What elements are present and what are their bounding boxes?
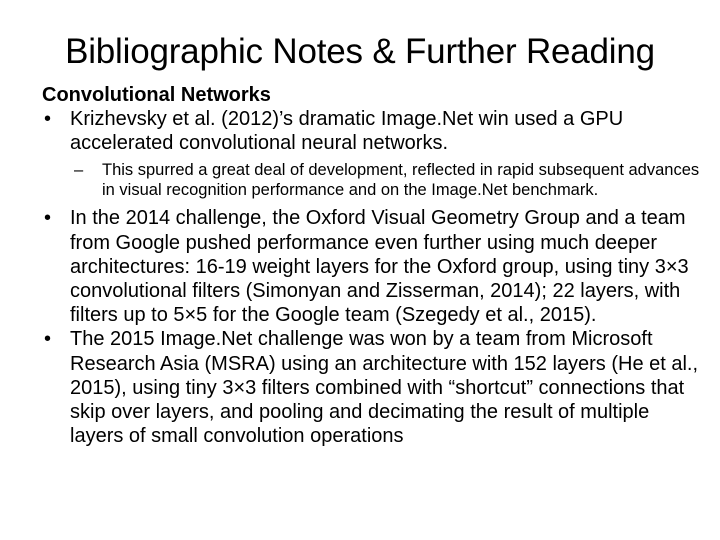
bullet-text: Krizhevsky et al. (2012)’s dramatic Image.Net win used a GPU accelerated convolutional neural networks. (70, 108, 624, 155)
bullet-marker: • (44, 108, 52, 130)
sub-bullet-item-1 (42, 160, 702, 200)
bullet-marker: • (44, 207, 52, 230)
slide-title: Bibliographic Notes & Further Reading (65, 32, 655, 71)
bullet-item-3 (42, 327, 702, 448)
bullet-text: In the 2014 challenge, the Oxford Visual Geometry Group and a team from Google pushed performance even further using much deeper architectures: 16-19 weight layers for the Oxford group, using tiny 3×3 convolutional filters (Simonyan and Zisserman, 2014); 22 layers, with filters up to 5×5 for the Google team (Szegedy et al., 2015). (70, 207, 689, 327)
bullet-item-1 (42, 107, 702, 155)
slide-body (42, 83, 702, 448)
bullet-marker: • (44, 328, 52, 351)
bullet-item-2 (42, 206, 702, 327)
sub-bullet-text: This spurred a great deal of development, reflected in rapid subsequent advances in visual recognition performance and on the Image.Net benchmark. (102, 161, 700, 200)
bullet-text: The 2015 Image.Net challenge was won by a team from Microsoft Research Asia (MSRA) using an architecture with 152 layers (He et al., 2015), using tiny 3×3 filters combined with “shortcut” connections that skip over layers, and pooling and decimating the result of multiple layers of small convolution operations (70, 328, 699, 448)
sub-bullet-marker: – (74, 161, 84, 180)
section-heading: Convolutional Networks (42, 84, 271, 106)
